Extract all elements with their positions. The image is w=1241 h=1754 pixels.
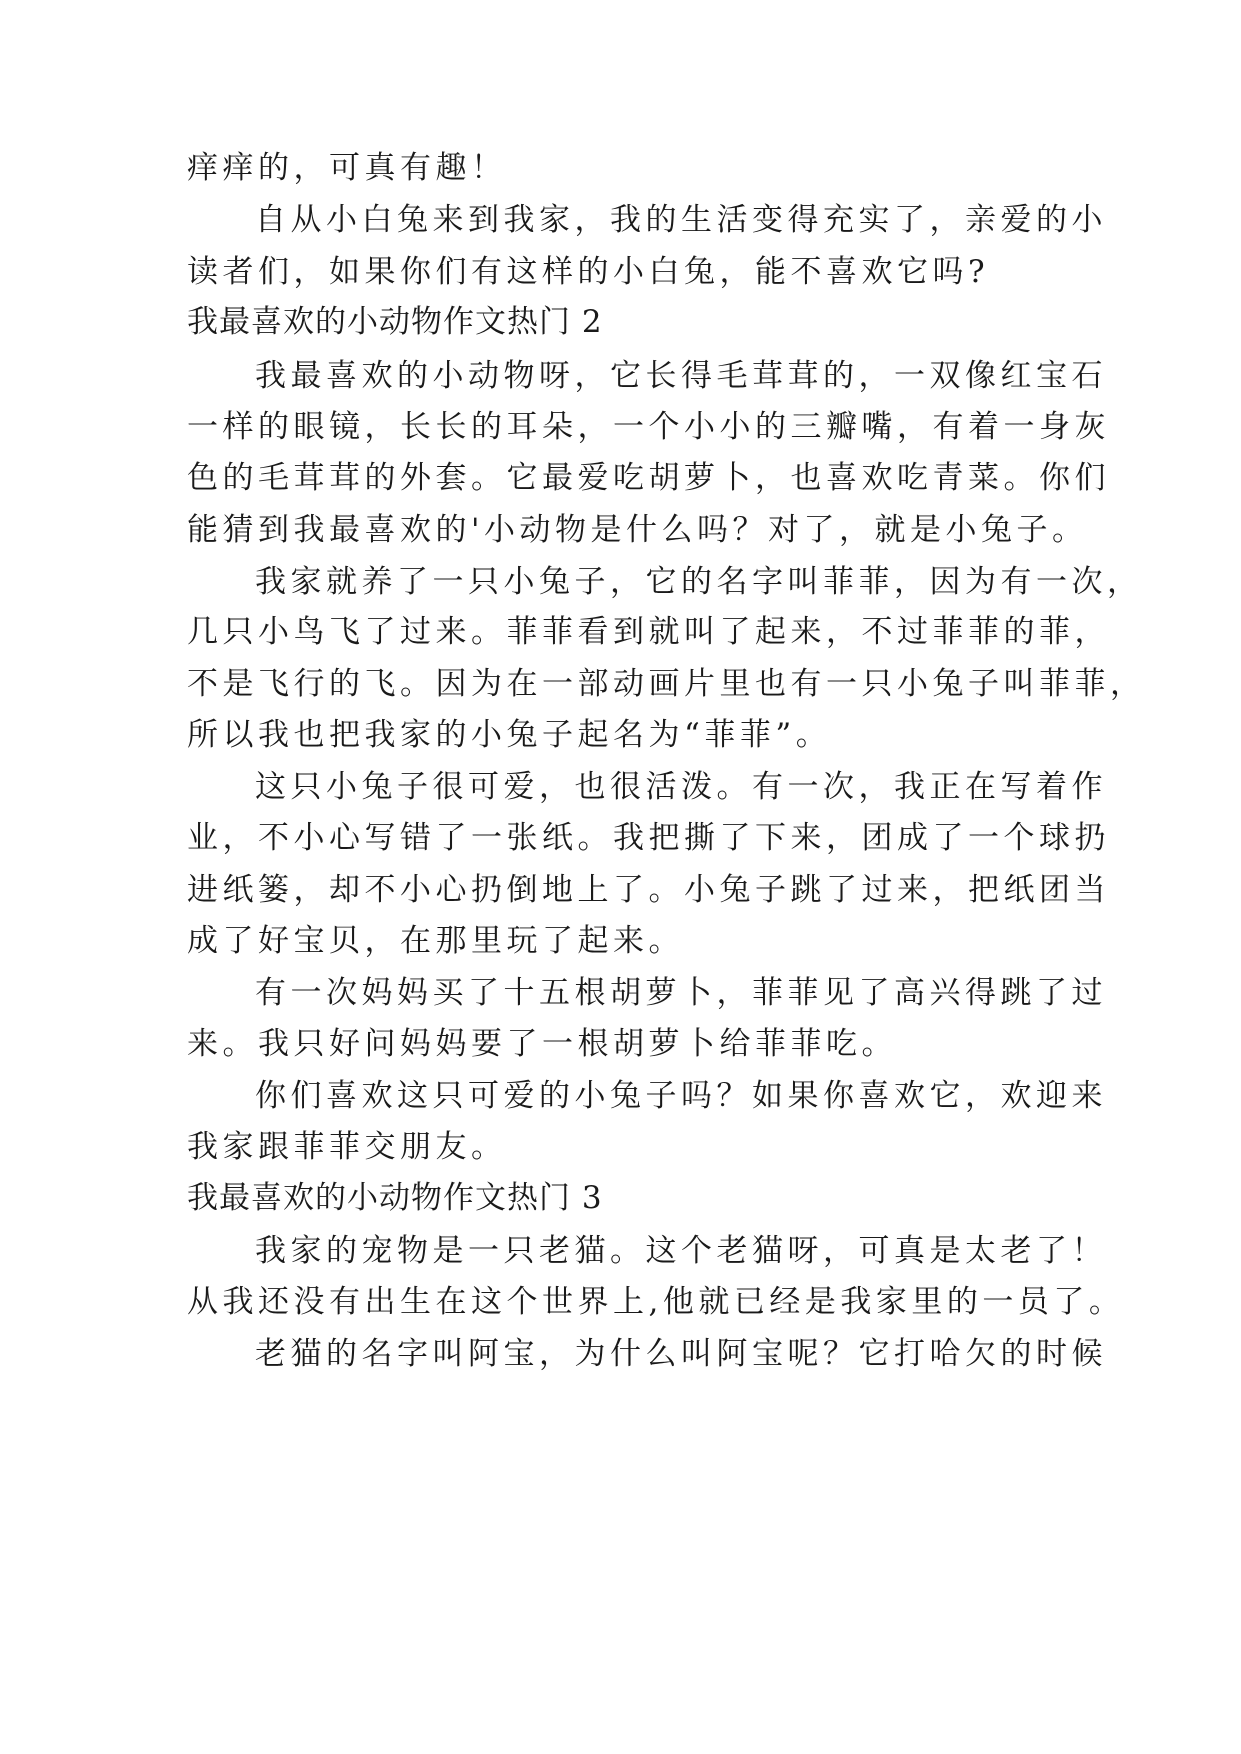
section-heading: 我最喜欢的小动物作文热门 3 xyxy=(187,1180,603,1216)
paragraph-line: 业，不小心写错了一张纸。我把撕了下来，团成了一个球扔 xyxy=(187,820,1110,856)
paragraph-line: 这只小兔子很可爱，也很活泼。有一次，我正在写着作 xyxy=(255,769,1107,805)
paragraph-line: 我家的宠物是一只老猫。这个老猫呀，可真是太老了！ xyxy=(255,1233,1107,1269)
paragraph-line: 我家就养了一只小兔子，它的名字叫菲菲，因为有一次， xyxy=(255,564,1143,600)
paragraph-line: 不是飞行的飞。因为在一部动画片里也有一只小兔子叫菲菲， xyxy=(187,666,1146,702)
paragraph-line: 来。我只好问妈妈要了一根胡萝卜给菲菲吃。 xyxy=(187,1026,897,1062)
paragraph-line: 能猜到我最喜欢的'小动物是什么吗？对了，就是小兔子。 xyxy=(187,512,1088,548)
paragraph-line: 我家跟菲菲交朋友。 xyxy=(187,1129,507,1165)
paragraph-line: 所以我也把我家的小兔子起名为“菲菲”。 xyxy=(187,717,832,753)
paragraph-line: 几只小鸟飞了过来。菲菲看到就叫了起来，不过菲菲的菲， xyxy=(187,614,1110,650)
paragraph-line: 成了好宝贝，在那里玩了起来。 xyxy=(187,923,684,959)
paragraph-line: 色的毛茸茸的外套。它最爱吃胡萝卜，也喜欢吃青菜。你们 xyxy=(187,460,1110,496)
paragraph-line: 一样的眼镜，长长的耳朵，一个小小的三瓣嘴，有着一身灰 xyxy=(187,409,1110,445)
section-heading: 我最喜欢的小动物作文热门 2 xyxy=(187,304,603,340)
paragraph-line: 你们喜欢这只可爱的小兔子吗？如果你喜欢它，欢迎来 xyxy=(255,1078,1107,1114)
paragraph-line: 有一次妈妈买了十五根胡萝卜，菲菲见了高兴得跳了过 xyxy=(255,975,1107,1011)
paragraph-line: 进纸篓，却不小心扔倒地上了。小兔子跳了过来，把纸团当 xyxy=(187,872,1110,908)
paragraph-line: 从我还没有出生在这个世界上,他就已经是我家里的一员了。 xyxy=(187,1284,1125,1320)
paragraph-line: 自从小白兔来到我家，我的生活变得充实了，亲爱的小 xyxy=(255,202,1107,238)
paragraph-line: 读者们，如果你们有这样的小白兔，能不喜欢它吗? xyxy=(187,254,990,290)
paragraph-line: 痒痒的，可真有趣！ xyxy=(187,150,507,186)
paragraph-line: 老猫的名字叫阿宝，为什么叫阿宝呢？它打哈欠的时候 xyxy=(255,1336,1107,1372)
paragraph-line: 我最喜欢的小动物呀，它长得毛茸茸的，一双像红宝石 xyxy=(255,358,1107,394)
